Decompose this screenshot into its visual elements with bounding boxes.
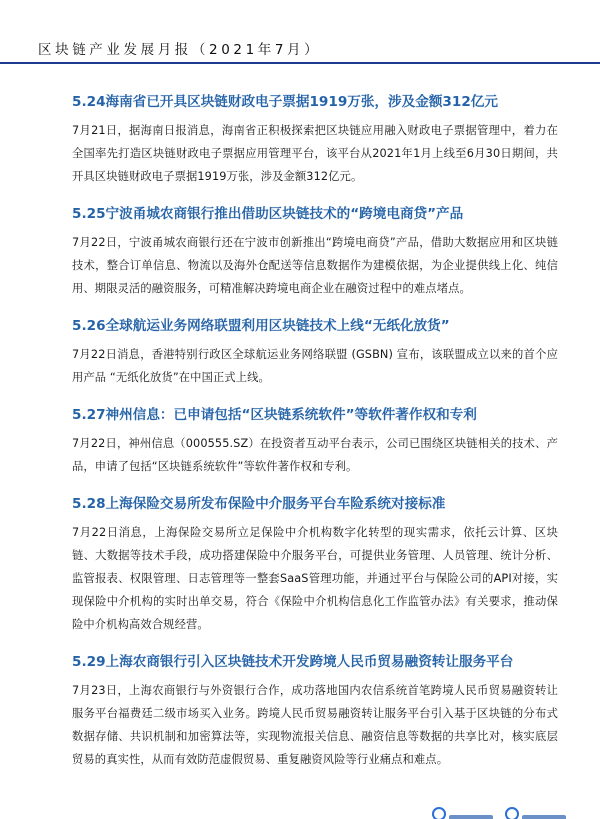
news-section-5-25 bbox=[72, 204, 558, 300]
news-section-5-26 bbox=[72, 316, 558, 389]
section-body: 7月22日消息，香港特别行政区全球航运业务网络联盟 (GSBN) 宣布，该联盟成立以来的首个应用产品 “无纸化放货”在中国正式上线。 bbox=[72, 348, 558, 384]
header-divider bbox=[0, 62, 600, 64]
logo-wordmark bbox=[522, 815, 566, 819]
section-title: 5.27神州信息：已申请包括“区块链系统软件”等软件著作权和专利 bbox=[72, 407, 477, 423]
footer-logos bbox=[432, 807, 592, 819]
news-section-5-24 bbox=[72, 92, 558, 188]
logo-icon bbox=[432, 807, 446, 819]
logo-icon bbox=[505, 807, 519, 819]
report-title: 区块链产业发展月报（2021年7月） bbox=[38, 42, 322, 58]
section-title: 5.29上海农商银行引入区块链技术开发跨境人民币贸易融资转让服务平台 bbox=[72, 654, 514, 670]
section-body: 7月21日，据海南日报消息，海南省正积极探索把区块链应用融入财政电子票据管理中，着力在全国率先打造区块链财政电子票据应用管理平台，该平台从2021年1月上线至6月30日期间，共开具区块链财政电子票据1919万张，涉及金额312亿元。 bbox=[72, 124, 558, 183]
report-content bbox=[72, 92, 558, 787]
section-body: 7月22日消息，上海保险交易所立足保险中介机构数字化转型的现实需求，依托云计算、区块链、大数据等技术手段，成功搭建保险中介服务平台，可提供业务管理、人员管理、统计分析、监管报表、权限管理、日志管理等一整套SaaS管理功能，并通过平台与保险公司的API对接，实现保险中介机构的实时出单交易，符合《保险中介机构信息化工作监管办法》有关要求，推动保险中介机构高效合规经营。 bbox=[72, 526, 558, 631]
section-title: 5.26全球航运业务网络联盟利用区块链技术上线“无纸化放货” bbox=[72, 318, 450, 334]
logo-wordmark bbox=[449, 815, 493, 819]
section-body: 7月22日，神州信息（000555.SZ）在投资者互动平台表示，公司已围绕区块链相关的技术、产品，申请了包括“区块链系统软件”等软件著作权和专利。 bbox=[72, 437, 558, 473]
section-body: 7月22日，宁波甬城农商银行还在宁波市创新推出“跨境电商贷”产品，借助大数据应用和区块链技术，整合订单信息、物流以及海外仓配送等信息数据作为建模依据，为企业提供线上化、纯信用、期限灵活的融资服务，可精准解决跨境电商企业在融资过程中的难点堵点。 bbox=[72, 236, 558, 295]
section-title: 5.25宁波甬城农商银行推出借助区块链技术的“跨境电商贷”产品 bbox=[72, 206, 464, 222]
section-title: 5.24海南省已开具区块链财政电子票据1919万张，涉及金额312亿元 bbox=[72, 94, 498, 110]
news-section-5-27 bbox=[72, 405, 558, 478]
news-section-5-28 bbox=[72, 494, 558, 636]
news-section-5-29 bbox=[72, 652, 558, 771]
section-title: 5.28上海保险交易所发布保险中介服务平台车险系统对接标准 bbox=[72, 496, 446, 512]
page-header bbox=[0, 0, 600, 62]
section-body: 7月23日，上海农商银行与外资银行合作，成功落地国内农信系统首笔跨境人民币贸易融资转让服务平台福费廷二级市场买入业务。跨境人民币贸易融资转让服务平台引入基于区块链的分布式数据存储、共识机制和加密算法等，实现物流报关信息、融资信息等数据的共享比对，核实底层贸易的真实性，从而有效防范虚假贸易、重复融资风险等行业痛点和难点。 bbox=[72, 684, 558, 766]
